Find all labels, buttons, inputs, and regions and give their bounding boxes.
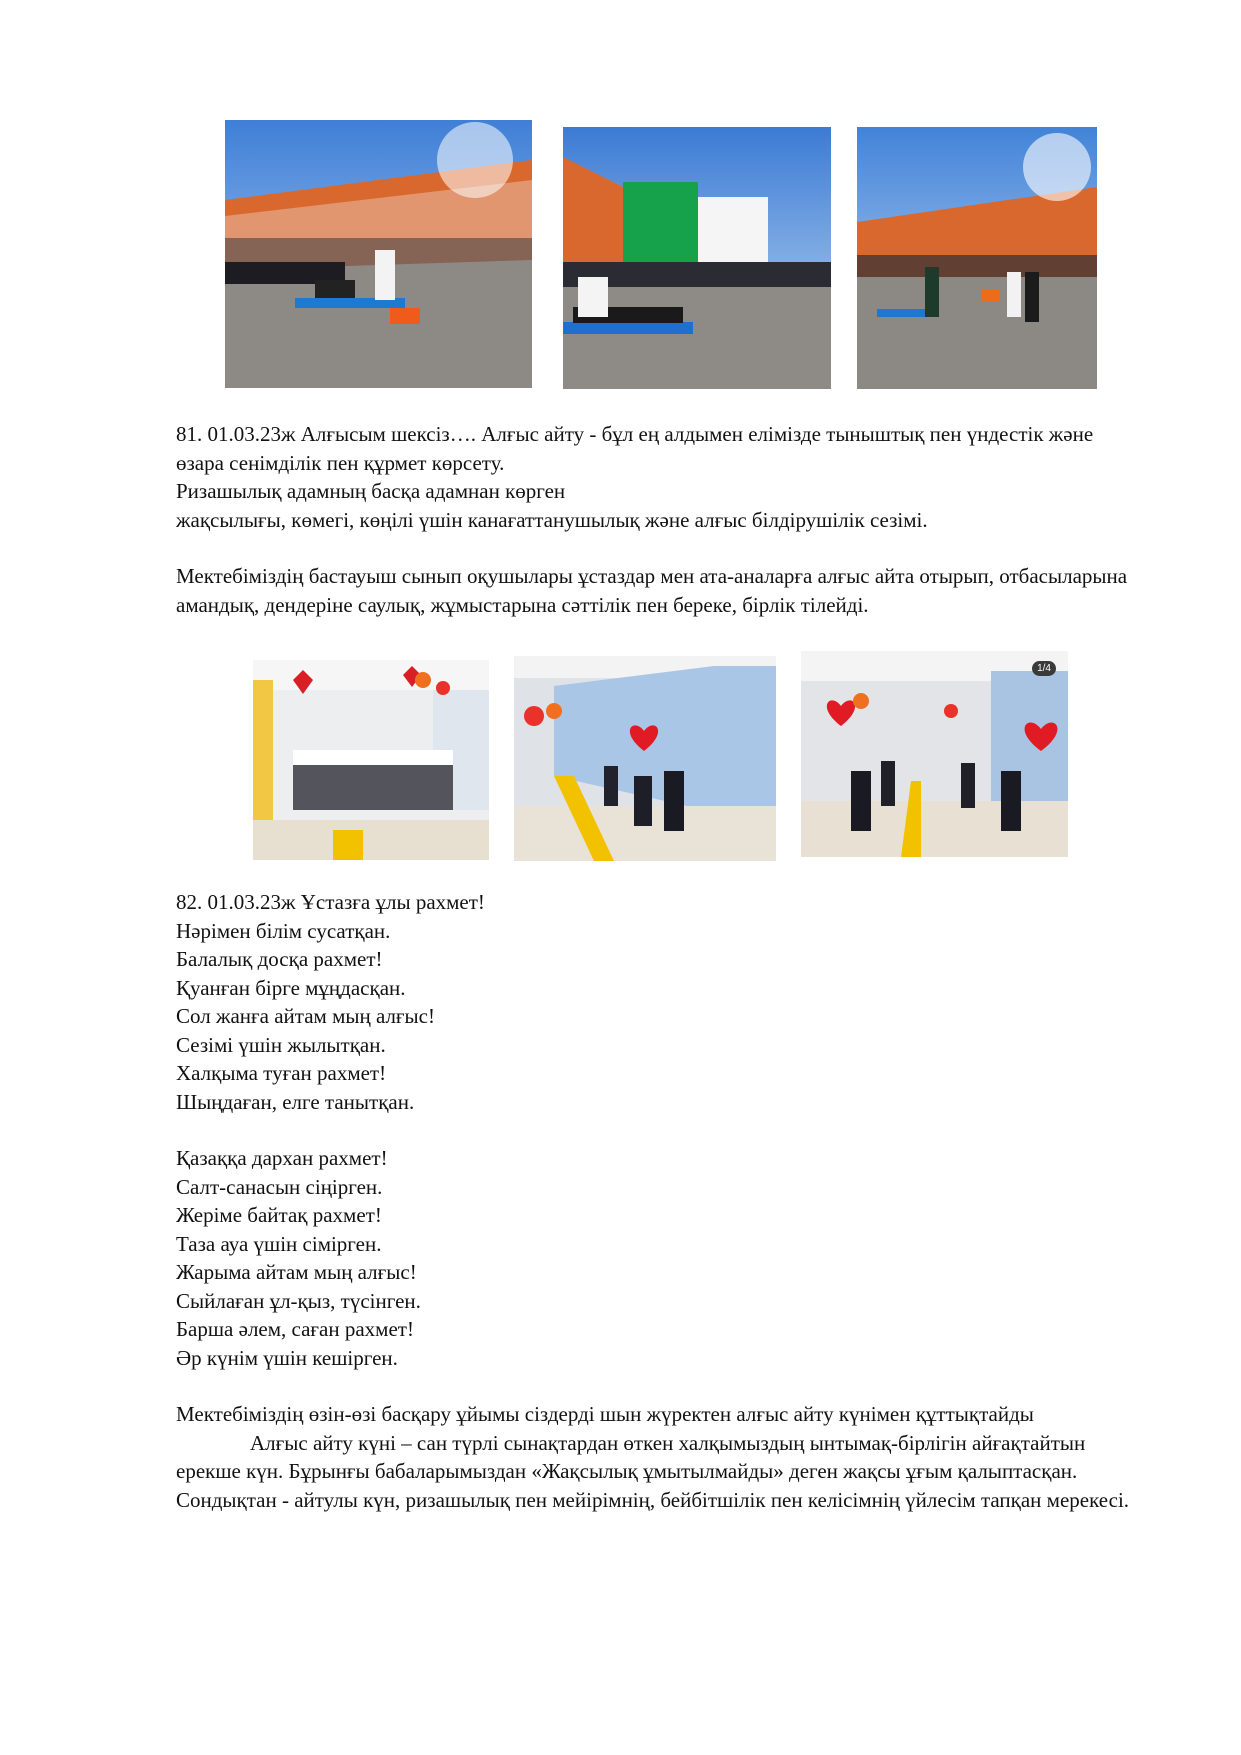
greeting-paragraph: Мектебіміздің өзін-өзі басқару ұйымы сіздерді шын жүректен алғыс айту күнімен құттықтайды <box>176 1402 1034 1426</box>
poem-line: Сол жанға айтам мың алғыс! <box>176 1004 435 1028</box>
section-81-title: 81. 01.03.23ж Алғысым шексіз…. Алғыс айту - бұл ең алдымен елімізде тыныштық пен үндестік және өзара сенімділік пен құрмет көрсету. <box>176 422 1094 475</box>
poem-line: Салт-санасын сіңірген. <box>176 1174 383 1199</box>
section-82-title: 82. 01.03.23ж Ұстазға ұлы рахмет! <box>176 890 485 914</box>
poem-line: Қуанған бірге мұңдасқан. <box>176 975 406 1000</box>
poem-line: Нәрімен білім сусатқан. <box>176 918 391 943</box>
section-81-paragraph-2: Мектебіміздің бастауыш сынып оқушылары ұстаздар мен ата-аналарға алғыс айта отырып, отбасыларына амандық, дендеріне саулық, жұмыстарына сәттілік пен береке, бірлік тілейді. <box>176 564 1128 617</box>
section-81-line-2: Ризашылық адамның басқа адамнан көрген <box>176 479 566 503</box>
photo-first-aid-demo-1 <box>225 120 532 388</box>
photo-corridor-students-2 <box>801 651 1068 857</box>
gratitude-day-paragraph: Алғыс айту күні – сан түрлі сынақтардан өткен халқымыздың ынтымақ-бірлігін айғақтайтын ерекше күн. Бұрынғы бабаларымыздан «Жақсылық ұмытылмайды» деген жақсы ұғым қалыптасқан. <box>176 1430 1086 1483</box>
poem-line: Жеріме байтақ рахмет! <box>176 1203 382 1227</box>
poem-line: Таза ауа үшін сімірген. <box>176 1231 382 1256</box>
poem-line: Қазаққа дархан рахмет! <box>176 1146 388 1170</box>
poem-line: Сезімі үшін жылытқан. <box>176 1032 386 1057</box>
poem-line: Сыйлаған ұл-қыз, түсінген. <box>176 1288 421 1313</box>
poem-line: Әр күнім үшін кешірген. <box>176 1345 398 1370</box>
poem-line: Халқыма туған рахмет! <box>176 1061 387 1085</box>
photo-corridor-students-1 <box>514 656 776 861</box>
poem-line: Жарыма айтам мың алғыс! <box>176 1260 417 1284</box>
poem-line: Балалық досқа рахмет! <box>176 947 383 971</box>
photo-first-aid-demo-2 <box>563 127 831 389</box>
photo-first-aid-demo-3 <box>857 127 1097 389</box>
poem-line: Шыңдаған, елге танытқан. <box>176 1089 415 1114</box>
photo-counter-badge: 1/4 <box>1032 661 1056 676</box>
closing-paragraph: Сондықтан - айтулы күн, ризашылық пен мейірімнің, бейбітшілік пен келісімнің үйлесім тапқан мерекесі. <box>176 1487 1130 1512</box>
poem-line: Барша әлем, саған рахмет! <box>176 1317 414 1341</box>
photo-students-group <box>253 660 489 860</box>
section-81-line-3: жақсылығы, көмегі, көңілі үшін канағаттанушылық және алғыс білдірушілік сезімі. <box>176 507 928 532</box>
section-82 <box>176 888 1136 1514</box>
section-81 <box>176 420 1136 619</box>
